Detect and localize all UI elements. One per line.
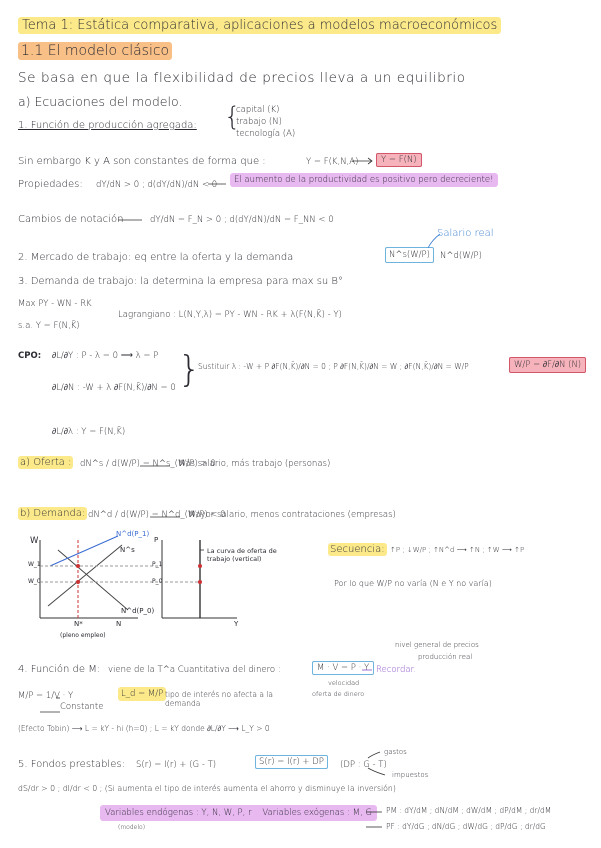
exogenas-text: Variables exógenas : M, G: [262, 808, 372, 818]
st-line: s.a. Y = F(N,K̄): [18, 321, 80, 331]
item5-gastos: gastos: [384, 748, 407, 756]
brace-left: {: [224, 102, 241, 132]
graph-label-nd1: N^d(P_1): [116, 530, 150, 538]
max-line: Max PY - WN - RK: [18, 299, 92, 309]
oferta-formula: dN^s / d(W/P) = N^s_(W/P) > 0: [80, 459, 216, 469]
modelo-note: (modelo): [118, 824, 146, 831]
cpo-1: ∂L/∂Y : P - λ = 0 ⟶ λ = P: [52, 351, 159, 361]
item4-note-top1: nivel general de precios: [395, 641, 479, 649]
graph-label-nd0: N^d(P_0): [121, 607, 155, 615]
sustituir-text: Sustituir λ : -W + P ∂F(N,K̄)/∂N = 0 ; P ∂F(N,K̄)/∂N = W ; ∂F(N,K̄)/∂N = W/P: [198, 362, 469, 371]
intro-text: Se basa en que la flexibilidad de precios lleva a un equilibrio: [18, 70, 466, 86]
graph-label-n: N: [116, 620, 122, 628]
demanda-label-text: b) Demanda:: [20, 508, 86, 519]
cambios-formula: dY/dN = F_N > 0 ; d(dY/dN)/dN = F_NN < 0: [150, 215, 334, 225]
secuencia-formula: ↑P ; ↓W/P ; ↑N^d ⟶ ↑N ; ↑W ⟶ ↑P: [390, 546, 525, 554]
item4-formula: M · V = P · Y: [312, 661, 374, 675]
eq-y-full: Y = F(K,N,A): [306, 157, 359, 167]
item4-text: viene de la T^a Cuantitativa del dinero :: [108, 665, 281, 675]
item4-label: 4. Función de M:: [18, 664, 101, 675]
item5-dp: (DP : G - T): [340, 760, 387, 770]
graph-label-ns: N^s: [120, 546, 135, 554]
graph-label-nstar: N*: [74, 620, 83, 628]
item2-text: 2. Mercado de trabajo: eq entre la oferta y la demanda: [18, 252, 294, 263]
brace-right: }: [178, 349, 201, 390]
arrow-salario-real: [428, 234, 440, 248]
factor-capital: capital (K): [236, 105, 280, 115]
eq-y-short: Y = F(N): [376, 153, 422, 167]
cte-formula: M/P = 1/V · Y: [18, 691, 74, 701]
graph-label-p: P: [154, 536, 159, 544]
item3-text: 3. Demanda de trabajo: la determina la empresa para max su B°: [18, 276, 343, 287]
title-text: Tema 1: Estática comparativa, aplicaciones a modelos macroeconómicos: [18, 17, 501, 34]
item4-note-oferta: oferta de dinero: [312, 690, 365, 698]
item5-impuestos: impuestos: [392, 771, 429, 779]
demanda-formula: dN^d / d(W/P) = N^d_(W/P) < 0: [88, 510, 226, 520]
factor-trabajo: trabajo (N): [236, 117, 282, 127]
item5-box-text: S(r) = I(r) + DP: [255, 755, 328, 769]
graph-label-w: W: [30, 536, 39, 546]
por-lo-que: Por lo que W/P no varía (N e Y no varía): [334, 579, 492, 588]
graph-label-y: Y: [234, 620, 239, 628]
section-heading-text: 1.1 El modelo clásico: [18, 42, 172, 60]
demanda-note: Mayor salario, menos contrataciones (empresas): [188, 510, 396, 520]
item4-note-vel: velocidad: [328, 679, 360, 687]
ds-line: dS/dr > 0 ; dI/dr < 0 ; (Si aumenta el tipo de interés aumenta el ahorro y disminuye la inversión): [18, 784, 396, 793]
sin-embargo-text: Sin embargo K y A son constantes de forma que :: [18, 156, 266, 167]
cpo-3: ∂L/∂λ : Y = F(N,K̄): [52, 427, 126, 437]
ld-formula: L_d = M/P: [118, 687, 166, 701]
graph-label-pleno: (pleno empleo): [60, 632, 106, 639]
oferta-note: Más salario, más trabajo (personas): [178, 459, 331, 469]
result-text: W/P = ∂F/∂N (N): [509, 357, 586, 373]
item5-label: 5. Fondos prestables:: [18, 759, 125, 770]
propiedades-label: Propiedades:: [18, 179, 83, 190]
cambios-label: Cambios de notación: [18, 214, 124, 225]
cpo-2: ∂L/∂N : -W + λ ∂F(N,K̄)/∂N = 0: [52, 383, 176, 393]
graph-label-p1: P_1: [152, 561, 163, 568]
pm-line: PM : dY/dM ; dN/dM ; dW/dM ; dP/dM ; dr/dM: [386, 806, 552, 815]
arrow-gastos: [368, 752, 380, 758]
cpo-label: CPO:: [18, 351, 42, 361]
tobin-line: (Efecto Tobin) ⟶ L = kY - hi (h=0) ; L = kY donde ∂L/∂Y ⟶ L_Y > 0: [18, 724, 270, 733]
factor-tecnologia: tecnología (A): [236, 129, 296, 139]
cte-note: Constante: [60, 702, 104, 712]
graph-label-w1: W_1: [28, 561, 41, 568]
item1-label: 1. Función de producción agregada:: [18, 120, 197, 131]
item4-recordar: Recordar.: [376, 665, 416, 675]
pf-line: PF : dY/dG ; dN/dG ; dW/dG ; dP/dG ; dr/dG: [386, 822, 546, 831]
oferta-label-text: a) Oferta :: [20, 457, 72, 468]
salario-real-note: Salario real: [437, 228, 494, 239]
propiedades-formula: dY/dN > 0 ; d(dY/dN)/dN < 0: [96, 180, 218, 190]
endogenas-text: Variables endógenas : Y, N, W, P, r: [105, 808, 252, 818]
arrow-impuestos: [368, 768, 385, 775]
lagrangiano-text: Lagrangiano : L(N,Y,λ) = PY - WN - RK + λ(F(N,K̄) - Y): [118, 310, 342, 320]
propiedades-note: El aumento de la productividad es positivo pero decreciente!: [230, 173, 498, 187]
item5-formula: S(r) = I(r) + (G - T): [136, 760, 217, 770]
graph-label-p0: P_0: [152, 578, 163, 585]
item4-note-top2: producción real: [418, 653, 473, 661]
graph-curve-note: La curva de oferta de trabajo (vertical): [207, 547, 277, 564]
subheading-ecuaciones: a) Ecuaciones del modelo.: [18, 94, 183, 109]
item2-nd: N^d(W/P): [440, 251, 482, 261]
item2-ns: N^s(W/P): [385, 247, 434, 263]
secuencia-label-text: Secuencia:: [330, 544, 385, 555]
ld-note: tipo de interés no afecta a la demanda: [165, 690, 274, 708]
graph-label-w0: W_0: [28, 578, 41, 585]
